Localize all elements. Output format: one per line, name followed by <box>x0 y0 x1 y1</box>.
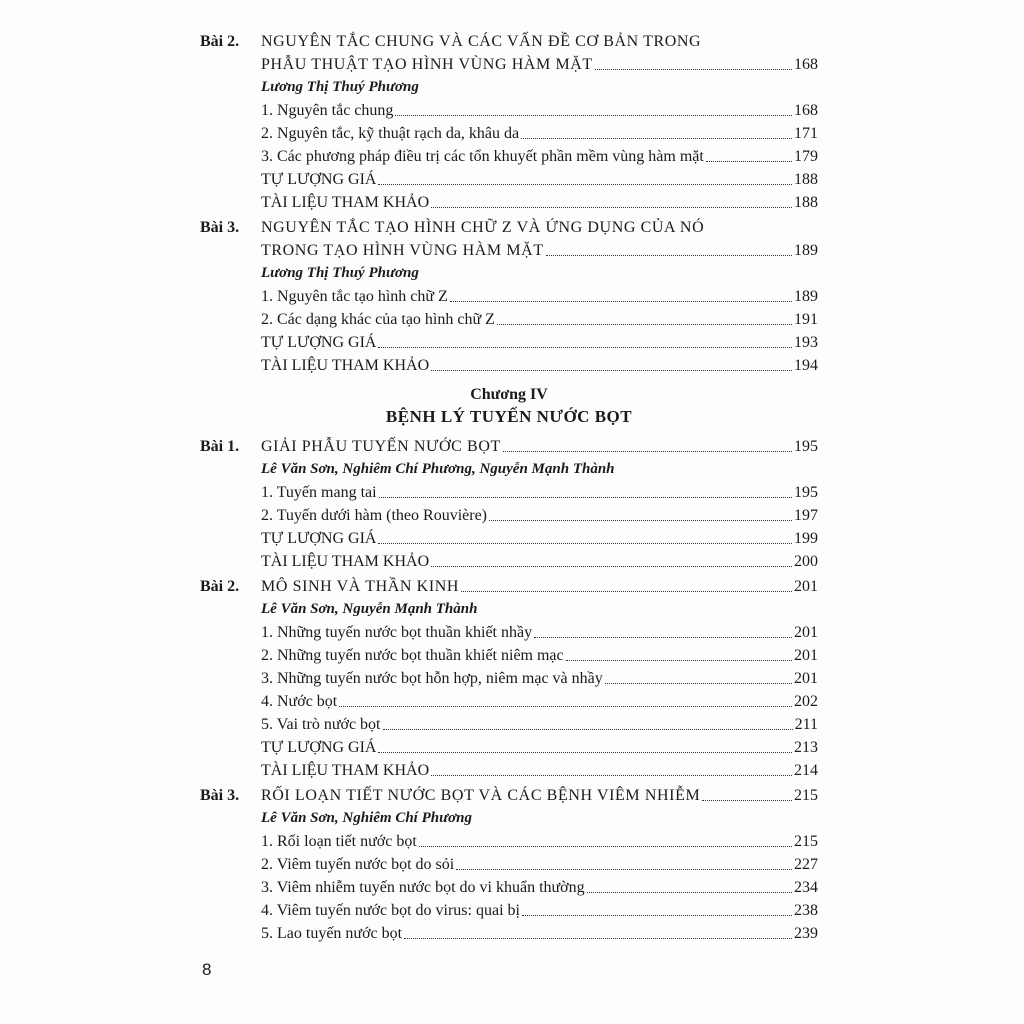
dot-leader <box>431 370 792 371</box>
entry-page-number: 215 <box>794 833 818 850</box>
toc-entry <box>261 550 818 573</box>
entry-text: GIẢI PHẪU TUYẾN NƯỚC BỌT <box>261 438 501 455</box>
toc-title-row <box>261 216 818 239</box>
toc-entry <box>261 168 818 191</box>
entry-text: NGUYÊN TẮC CHUNG VÀ CÁC VẤN ĐỀ CƠ BẢN TRONG <box>261 33 702 50</box>
entry-page-number: 179 <box>794 148 818 165</box>
toc-entry <box>261 736 818 759</box>
toc-entry <box>261 331 818 354</box>
toc-sections-after-chapter <box>0 435 1024 947</box>
dot-leader <box>595 69 792 70</box>
entry-text: NGUYÊN TẮC TẠO HÌNH CHỮ Z VÀ ỨNG DỤNG CỦA NÓ <box>261 219 705 236</box>
entry-page-number: 191 <box>794 311 818 328</box>
entry-text: 3. Các phương pháp điều trị các tổn khuyết phần mềm vùng hàm mặt <box>261 148 704 165</box>
dot-leader <box>534 637 792 638</box>
entry-page-number: 168 <box>794 102 818 119</box>
entry-text: RỐI LOẠN TIẾT NƯỚC BỌT VÀ CÁC BỆNH VIÊM NHIỄM <box>261 787 701 804</box>
entry-page-number: 201 <box>794 670 818 687</box>
dot-leader <box>378 752 792 753</box>
entry-page-number: 215 <box>794 787 818 804</box>
toc-title-row <box>261 575 818 598</box>
chapter-number: Chương IV <box>470 386 548 403</box>
entry-text: 2. Viêm tuyến nước bọt do sỏi <box>261 856 455 873</box>
entry-page-number: 188 <box>794 194 818 211</box>
toc-entry <box>261 122 818 145</box>
entry-page-number: 168 <box>794 56 818 73</box>
toc-entry <box>261 481 818 504</box>
entry-text: TRONG TẠO HÌNH VÙNG HÀM MẶT <box>261 242 544 259</box>
entry-text: TỰ LƯỢNG GIÁ <box>261 739 377 756</box>
chapter-name: BỆNH LÝ TUYẾN NƯỚC BỌT <box>385 407 633 426</box>
spacer <box>0 377 1024 379</box>
entry-text: TỰ LƯỢNG GIÁ <box>261 171 377 188</box>
entry-page-number: 193 <box>794 334 818 351</box>
entry-text: 1. Nguyên tắc chung <box>261 102 394 119</box>
toc-entry <box>261 713 818 736</box>
toc-title-row <box>261 30 818 53</box>
dot-leader <box>450 301 792 302</box>
lesson-label: Bài 2. <box>200 578 240 595</box>
toc-lesson <box>200 575 818 782</box>
toc-entry <box>261 308 818 331</box>
entry-page-number: 188 <box>794 171 818 188</box>
entry-text: 5. Lao tuyến nước bọt <box>261 925 403 942</box>
entry-text: 3. Những tuyến nước bọt hỗn hợp, niêm mạc và nhầy <box>261 670 603 687</box>
dot-leader <box>546 255 792 256</box>
page-number: 8 <box>202 960 212 979</box>
dot-leader <box>395 115 792 116</box>
entry-text: TỰ LƯỢNG GIÁ <box>261 334 377 351</box>
entry-text: 1. Rối loạn tiết nước bọt <box>261 833 417 850</box>
spacer <box>0 945 1024 947</box>
entry-page-number: 189 <box>794 288 818 305</box>
dot-leader <box>605 683 792 684</box>
entry-page-number: 213 <box>794 739 818 756</box>
toc-entry <box>261 145 818 168</box>
entry-text: TÀI LIỆU THAM KHẢO <box>261 553 430 570</box>
entry-text: 1. Những tuyến nước bọt thuần khiết nhầy <box>261 624 533 641</box>
toc-lesson <box>200 30 818 214</box>
dot-leader <box>521 138 792 139</box>
entry-page-number: 194 <box>794 357 818 374</box>
toc-lesson <box>200 216 818 377</box>
toc-entry <box>261 830 818 853</box>
entry-text: 1. Nguyên tắc tạo hình chữ Z <box>261 288 448 305</box>
toc-entry <box>261 690 818 713</box>
toc-entry <box>261 621 818 644</box>
entry-page-number: 200 <box>794 553 818 570</box>
lesson-author: Lê Văn Sơn, Nguyễn Mạnh Thành <box>261 601 478 617</box>
lesson-label: Bài 3. <box>200 219 240 236</box>
entry-page-number: 199 <box>794 530 818 547</box>
dot-leader <box>431 207 792 208</box>
entry-text: 2. Những tuyến nước bọt thuần khiết niêm mạc <box>261 647 564 664</box>
dot-leader <box>431 775 792 776</box>
dot-leader <box>404 938 792 939</box>
entry-text: PHẪU THUẬT TẠO HÌNH VÙNG HÀM MẶT <box>261 56 593 73</box>
entry-text: 2. Tuyến dưới hàm (theo Rouvière) <box>261 507 487 524</box>
toc-entry <box>261 191 818 214</box>
dot-leader <box>706 161 792 162</box>
entry-text: TÀI LIỆU THAM KHẢO <box>261 762 430 779</box>
entry-text: 1. Tuyến mang tai <box>261 484 377 501</box>
entry-page-number: 197 <box>794 507 818 524</box>
toc-title-row <box>261 53 818 76</box>
entry-page-number: 214 <box>794 762 818 779</box>
entry-page-number: 211 <box>794 716 818 733</box>
dot-leader <box>503 451 792 452</box>
toc-entry <box>261 922 818 945</box>
entry-text: 4. Viêm tuyến nước bọt do virus: quai bị <box>261 902 520 919</box>
entry-page-number: 201 <box>794 624 818 641</box>
entry-page-number: 201 <box>794 647 818 664</box>
entry-text: 2. Nguyên tắc, kỹ thuật rạch da, khâu da <box>261 125 520 142</box>
entry-text: MÔ SINH VÀ THẦN KINH <box>261 578 460 595</box>
dot-leader <box>378 184 792 185</box>
dot-leader <box>379 497 792 498</box>
toc-entry <box>261 759 818 782</box>
entry-page-number: 227 <box>794 856 818 873</box>
lesson-label: Bài 1. <box>200 438 240 455</box>
toc-entry <box>261 99 818 122</box>
toc-entry <box>261 354 818 377</box>
toc-entry <box>261 876 818 899</box>
toc-title-row <box>261 435 818 458</box>
dot-leader <box>497 324 792 325</box>
entry-page-number: 239 <box>794 925 818 942</box>
entry-page-number: 202 <box>794 693 818 710</box>
dot-leader <box>383 729 793 730</box>
lesson-label: Bài 3. <box>200 787 240 804</box>
entry-text: 4. Nước bọt <box>261 693 338 710</box>
dot-leader <box>431 566 792 567</box>
dot-leader <box>702 800 792 801</box>
toc-entry <box>261 644 818 667</box>
toc-entry <box>261 285 818 308</box>
entry-page-number: 234 <box>794 879 818 896</box>
toc-page <box>0 30 1024 947</box>
toc-lesson <box>200 435 818 573</box>
dot-leader <box>378 347 792 348</box>
toc-entry <box>261 667 818 690</box>
dot-leader <box>378 543 792 544</box>
dot-leader <box>587 892 792 893</box>
entry-text: 5. Vai trò nước bọt <box>261 716 381 733</box>
toc-title-row <box>261 239 818 262</box>
toc-entry <box>261 527 818 550</box>
dot-leader <box>566 660 792 661</box>
entry-text: 3. Viêm nhiễm tuyến nước bọt do vi khuẩn thường <box>261 879 585 896</box>
entry-text: TỰ LƯỢNG GIÁ <box>261 530 377 547</box>
lesson-author: Lương Thị Thuý Phương <box>261 265 419 281</box>
entry-page-number: 171 <box>794 125 818 142</box>
toc-title-row <box>261 784 818 807</box>
toc-entry <box>261 899 818 922</box>
dot-leader <box>461 591 792 592</box>
dot-leader <box>489 520 792 521</box>
lesson-label: Bài 2. <box>200 33 240 50</box>
entry-page-number: 201 <box>794 578 818 595</box>
lesson-author: Lê Văn Sơn, Nghiêm Chí Phương <box>261 810 472 826</box>
toc-entry <box>261 853 818 876</box>
chapter-heading <box>200 385 818 427</box>
lesson-author: Lê Văn Sơn, Nghiêm Chí Phương, Nguyễn Mạnh Thành <box>261 461 615 477</box>
dot-leader <box>456 869 792 870</box>
entry-text: TÀI LIỆU THAM KHẢO <box>261 194 430 211</box>
entry-page-number: 238 <box>794 902 818 919</box>
toc-lesson <box>200 784 818 945</box>
entry-page-number: 189 <box>794 242 818 259</box>
lesson-author: Lương Thị Thuý Phương <box>261 79 419 95</box>
entry-page-number: 195 <box>794 438 818 455</box>
dot-leader <box>522 915 792 916</box>
entry-text: 2. Các dạng khác của tạo hình chữ Z <box>261 311 495 328</box>
entry-text: TÀI LIỆU THAM KHẢO <box>261 357 430 374</box>
toc-sections-before-chapter <box>0 30 1024 379</box>
toc-entry <box>261 504 818 527</box>
dot-leader <box>419 846 792 847</box>
dot-leader <box>339 706 792 707</box>
entry-page-number: 195 <box>794 484 818 501</box>
